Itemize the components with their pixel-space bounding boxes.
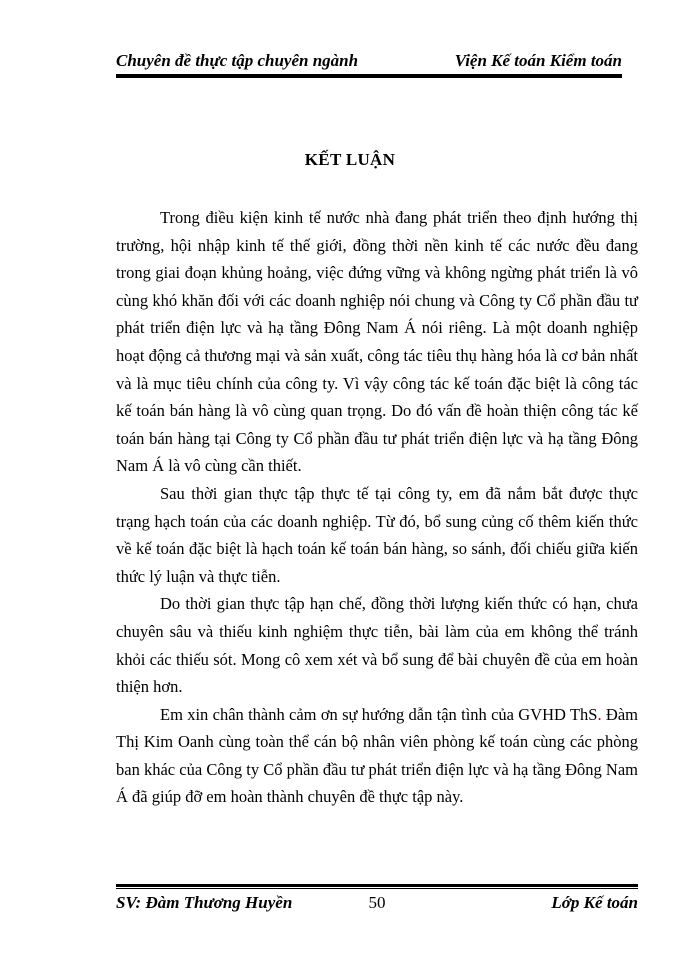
paragraph-2: Sau thời gian thực tập thực tế tại công ty, em đã nắm bắt được thực trạng hạch toán của các doanh nghiệp. Từ đó, bổ sung củng cố thêm kiến thức về kế toán đặc biệt là hạch toán kế toán bán hàng, so sánh, đối chiếu giữa kiến thức lý luận và thực tiễn. [116,483,638,586]
paragraph-4-end: Đàm Thị Kim Oanh cùng toàn thể cán bộ nhân viên phòng kế toán cùng các phòng ban khác của Công ty Cổ phần đầu tư phát triển điện lực và hạ tầng Đông Nam Á đã giúp đỡ em hoàn thành chuyên đề thực tập này. [116,704,638,807]
paragraph-1: Trong điều kiện kinh tế nước nhà đang phát triển theo định hướng thị trường, hội nhập kinh tế thế giới, đồng thời nền kinh tế các nước đều đang trong giai đoạn khủng hoảng, việc đứng vững và không ngừng phát triển là vô cùng khó khăn đối với các doanh nghiệp nói chung và Công ty Cổ phần đầu tư phát triển điện lực và hạ tầng Đông Nam Á nói riêng. Là một doanh nghiệp hoạt động cả thương mại và sản xuất, công tác tiêu thụ hàng hóa là cơ bản nhất và là mục tiêu chính của công ty. Vì vậy công tác kế toán đặc biệt là công tác kế toán bán hàng là vô cùng quan trọng. Do đó vấn đề hoàn thiện công tác kế toán bán hàng tại Công ty Cổ phần đầu tư phát triển điện lực và hạ tầng Đông Nam Á là vô cùng cần thiết. [116,208,638,476]
header-left-title: Chuyên đề thực tập chuyên ngành [116,51,359,70]
footer-student-name: SV: Đàm Thương Huyền [116,893,293,912]
section-title: KẾT LUẬN [304,150,396,169]
page-number: 50 [368,893,386,912]
paragraph-3: Do thời gian thực tập hạn chế, đồng thời lượng kiến thức có hạn, chưa chuyên sâu và thiếu kinh nghiệm thực tiễn, bài làm của em không thể tránh khỏi các thiếu sót. Mong cô xem xét và bổ sung để bài chuyên đề của em hoàn thiện hơn. [116,594,638,697]
page-header [116,46,622,75]
body-text [116,204,638,811]
paragraph-4 [116,701,638,811]
paragraph-4-start: Em xin chân thành cảm ơn sự hướng dẫn tận tình của GVHD ThS [160,704,598,724]
footer-class-name: Lớp Kế toán [551,893,638,912]
header-right-title: Viện Kế toán Kiểm toán [454,51,622,70]
page-footer [116,884,638,911]
paragraph-4-red-dot: . [597,704,602,724]
